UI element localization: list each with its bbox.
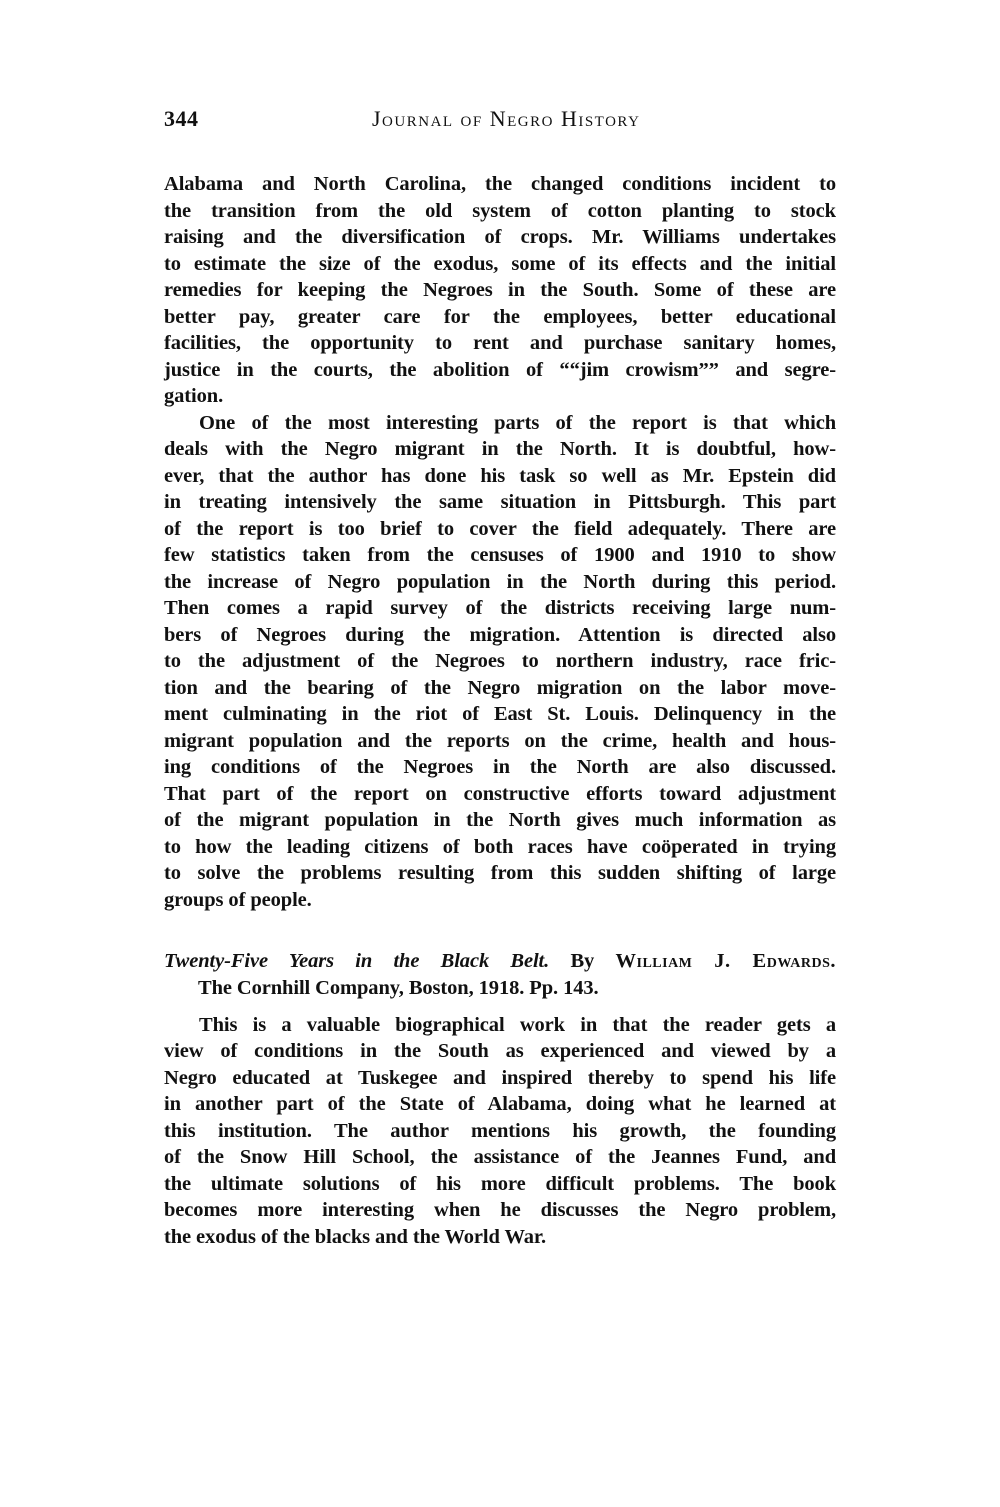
author-name: William J. Edwards.	[615, 950, 837, 972]
text-line: to solve the problems resulting from this sudden shifting of large	[164, 862, 836, 884]
text-line: becomes more interesting when he discusses the Negro problem,	[164, 1199, 836, 1221]
text-line: Alabama and North Carolina, the changed conditions incident to	[164, 173, 836, 195]
text-line: of the migrant population in the North gives much information as	[164, 809, 836, 831]
text-line: of the Snow Hill School, the assistance of the Jeannes Fund, and	[164, 1146, 836, 1168]
text-line: the exodus of the blacks and the World War.	[164, 1226, 547, 1248]
review-citation-line	[164, 948, 836, 975]
text-line: justice in the courts, the abolition of ““jim crowism”” and segre-	[164, 359, 836, 381]
text-line: this institution. The author mentions his growth, the founding	[164, 1120, 836, 1142]
text-line: the ultimate solutions of his more difficult problems. The book	[164, 1173, 836, 1195]
text-line: view of conditions in the South as experienced and viewed by a	[164, 1040, 836, 1062]
text-line: migrant population and the reports on the crime, health and hous-	[164, 730, 836, 752]
text-line: the increase of Negro population in the North during this period.	[164, 571, 836, 593]
text-line: ment culminating in the riot of East St. Louis. Delinquency in the	[164, 703, 836, 725]
text-line: That part of the report on constructive efforts toward adjustment	[164, 783, 836, 805]
text-line: in another part of the State of Alabama, doing what he learned at	[164, 1093, 836, 1115]
text-line: bers of Negroes during the migration. Attention is directed also	[164, 624, 836, 646]
text-line: gation.	[164, 385, 224, 407]
running-head	[164, 106, 836, 136]
text-line: Negro educated at Tuskegee and inspired thereby to spend his life	[164, 1067, 836, 1089]
text-line: of the report is too brief to cover the field adequately. There are	[164, 518, 836, 540]
text-line: groups of people.	[164, 889, 312, 911]
text-line: tion and the bearing of the Negro migration on the labor move-	[164, 677, 836, 699]
text-line: raising and the diversification of crops. Mr. Williams undertakes	[164, 226, 836, 248]
text-line: in treating intensively the same situation in Pittsburgh. This part	[164, 491, 836, 513]
publication-info: The Cornhill Company, Boston, 1918. Pp. 143.	[198, 977, 599, 999]
text-line: remedies for keeping the Negroes in the South. Some of these are	[164, 279, 836, 301]
text-line: Then comes a rapid survey of the districts receiving large num-	[164, 597, 836, 619]
text-line: facilities, the opportunity to rent and purchase sanitary homes,	[164, 332, 836, 354]
text-line: few statistics taken from the censuses of 1900 and 1910 to show	[164, 544, 836, 566]
text-line: to the adjustment of the Negroes to northern industry, race fric-	[164, 650, 836, 672]
text-line: the transition from the old system of cotton planting to stock	[164, 200, 836, 222]
text-line: to estimate the size of the exodus, some of its effects and the initial	[164, 253, 836, 275]
text-line: This is a valuable biographical work in that the reader gets a	[199, 1014, 836, 1036]
journal-title: Journal of Negro History	[372, 106, 641, 131]
text-line: to how the leading citizens of both races have coöperated in trying	[164, 836, 836, 858]
book-title: Twenty-Five Years in the Black Belt.	[164, 950, 550, 972]
text-line: ever, that the author has done his task so well as Mr. Epstein did	[164, 465, 836, 487]
page-number: 344	[164, 106, 199, 131]
text-line: ing conditions of the Negroes in the North are also discussed.	[164, 756, 836, 778]
text-line: deals with the Negro migrant in the North. It is doubtful, how-	[164, 438, 836, 460]
text-line: One of the most interesting parts of the report is that which	[199, 412, 836, 434]
text-line: better pay, greater care for the employees, better educational	[164, 306, 836, 328]
by-label: By	[570, 950, 595, 972]
